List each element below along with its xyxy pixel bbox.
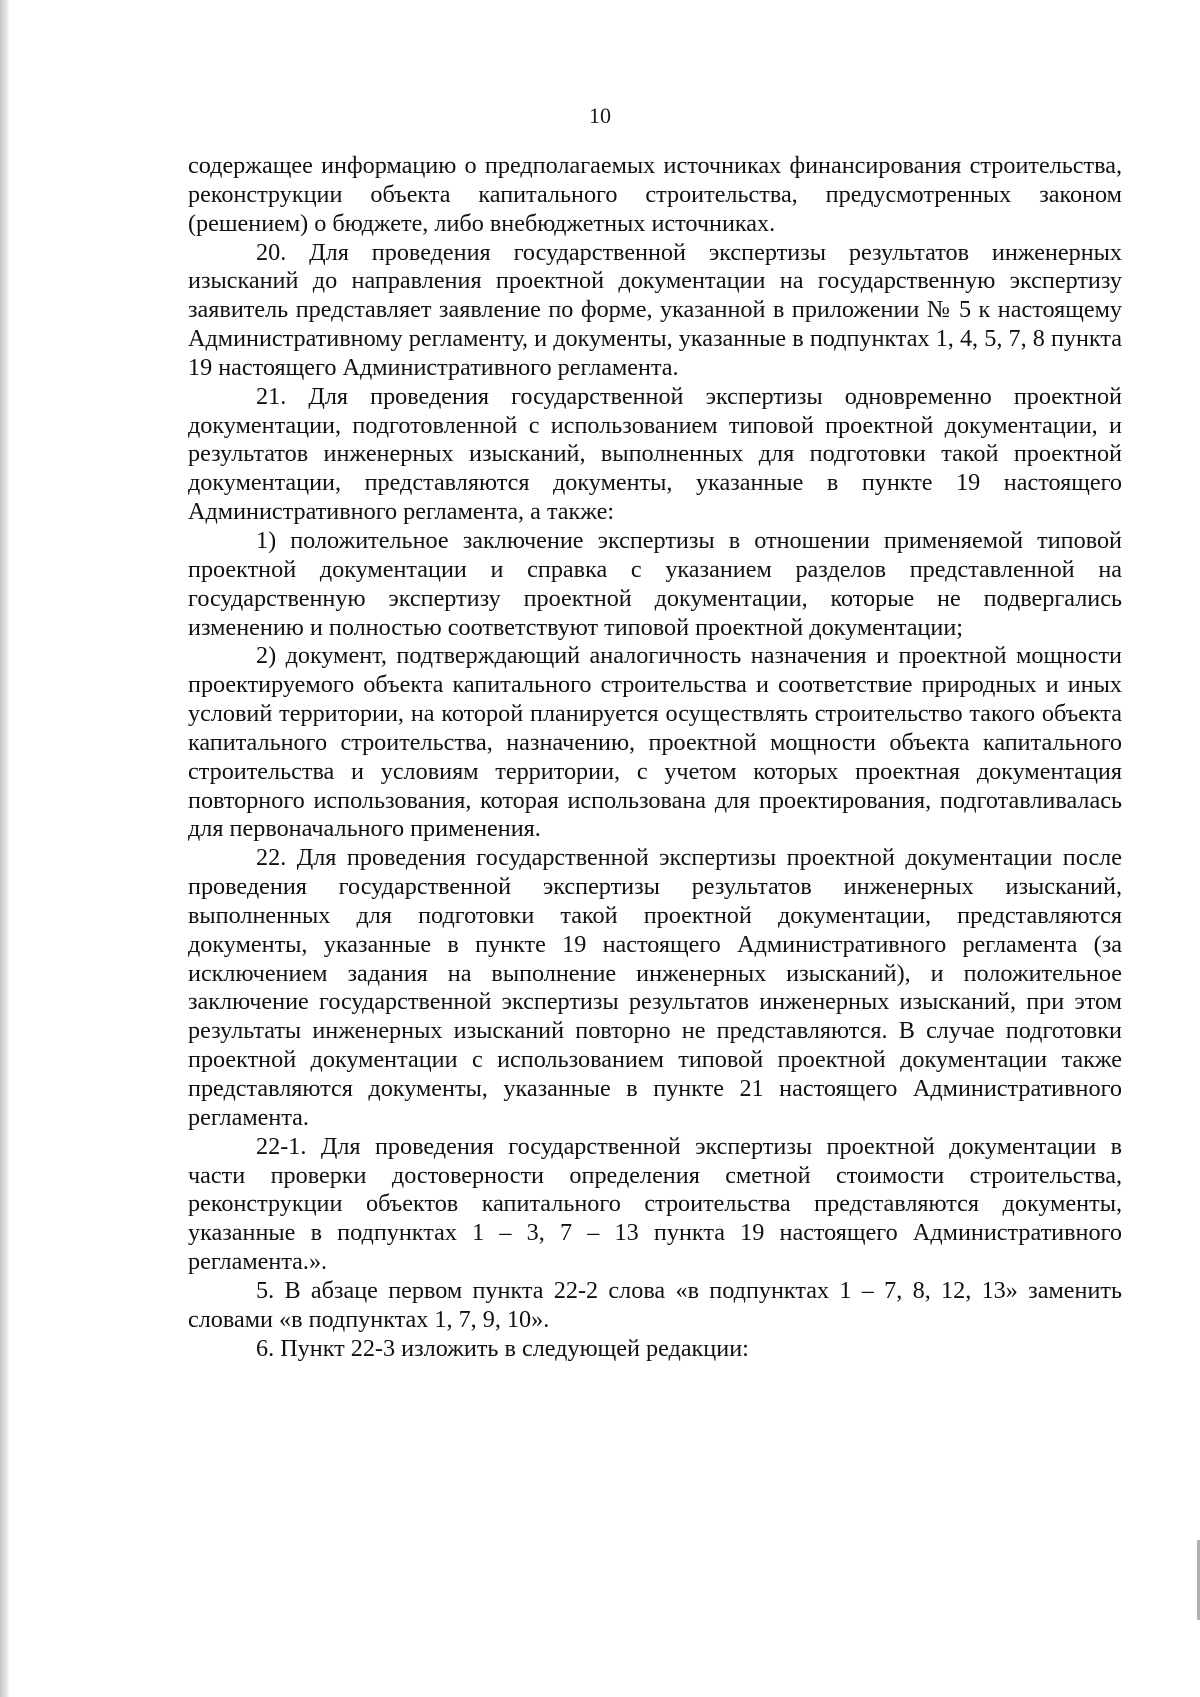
- scan-left-edge: [0, 0, 10, 1697]
- paragraph: 22-1. Для проведения государственной экспертизы проектной документации в части проверки достоверности определения сметной стоимости строительства, реконструкции объектов капитального строительства представляются документы, указанные в подпунктах 1 – 3, 7 – 13 пункта 19 настоящего Административного регламента.».: [188, 1132, 1122, 1276]
- document-body: [188, 152, 1122, 1363]
- paragraph: 22. Для проведения государственной экспертизы проектной документации после проведения государственной экспертизы результатов инженерных изысканий, выполненных для подготовки такой проектной документации, представляются документы, указанные в пункте 19 настоящего Административного регламента (за исключением задания на выполнение инженерных изысканий), и положительное заключение государственной экспертизы результатов инженерных изысканий, при этом результаты инженерных изысканий повторно не представляются. В случае подготовки проектной документации с использованием типовой проектной документации также представляются документы, указанные в пункте 21 настоящего Административного регламента.: [188, 844, 1122, 1131]
- list-item: 1) положительное заключение экспертизы в отношении применяемой типовой проектной документации и справка с указанием разделов представленной на государственную экспертизу проектной документации, которые не подвергались изменению и полностью соответствуют типовой проектной документации;: [188, 526, 1122, 641]
- page-number: 10: [589, 103, 611, 128]
- paragraph: 5. В абзаце первом пункта 22-2 слова «в подпунктах 1 – 7, 8, 12, 13» заменить словами «в подпунктах 1, 7, 9, 10».: [188, 1276, 1122, 1333]
- paragraph: 6. Пункт 22-3 изложить в следующей редакции:: [256, 1334, 749, 1362]
- paragraph: содержащее информацию о предполагаемых источниках финансирования строительства, реконструкции объекта капитального строительства, предусмотренных законом (решением) о бюджете, либо внебюджетных источниках.: [188, 152, 1122, 237]
- paragraph: 21. Для проведения государственной экспертизы одновременно проектной документации, подготовленной с использованием типовой проектной документации, и результатов инженерных изысканий, выполненных для подготовки такой проектной документации, представляются документы, указанные в пункте 19 настоящего Административного регламента, а также:: [188, 382, 1122, 526]
- paragraph: 20. Для проведения государственной экспертизы результатов инженерных изысканий до направления проектной документации на государственную экспертизу заявитель представляет заявление по форме, указанной в приложении № 5 к настоящему Административному регламенту, и документы, указанные в подпунктах 1, 4, 5, 7, 8 пункта 19 настоящего Административного регламента.: [188, 238, 1122, 381]
- list-item: 2) документ, подтверждающий аналогичность назначения и проектной мощности проектируемого объекта капитального строительства и соответствие природных и иных условий территории, на которой планируется осуществлять строительство такого объекта капитального строительства, назначению, проектной мощности объекта капитального строительства и условиям территории, с учетом которых проектная документация повторного использования, которая использована для проектирования, подготавливалась для первоначального применения.: [188, 642, 1122, 843]
